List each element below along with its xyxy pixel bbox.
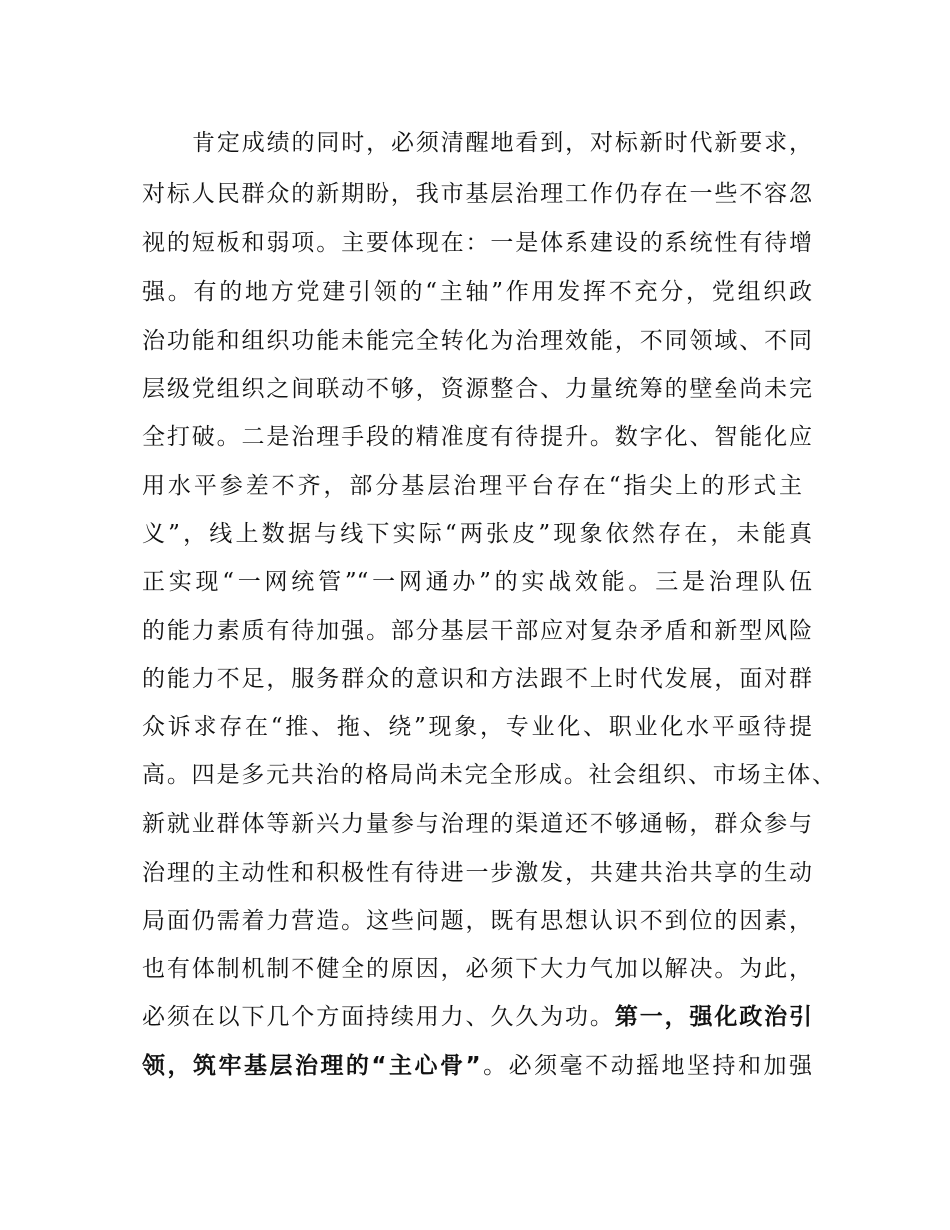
paragraph-line: 的能力不足，服务群众的意识和方法跟不上时代发展，面对群	[142, 666, 812, 692]
paragraph-line: 治理的主动性和积极性有待进一步激发，共建共治共享的生动	[142, 860, 812, 886]
paragraph-line: 用水平参差不齐，部分基层治理平台存在“指尖上的形式主	[142, 473, 802, 499]
section-heading-text: 第一，强化政治引	[614, 1004, 813, 1030]
paragraph-line: 强。有的地方党建引领的“主轴”作用发挥不充分，党组织政	[142, 279, 812, 305]
paragraph-line: 新就业群体等新兴力量参与治理的渠道还不够通畅，群众参与	[142, 811, 812, 837]
paragraph-line: 正实现“一网统管”“一网通办”的实战效能。三是治理队伍	[142, 569, 812, 595]
paragraph-line: 义”，线上数据与线下实际“两张皮”现象依然存在，未能真	[142, 521, 812, 547]
paragraph-line	[142, 1042, 812, 1090]
paragraph-line: 视的短板和弱项。主要体现在：一是体系建设的系统性有待增	[142, 230, 812, 256]
paragraph-line: 全打破。二是治理手段的精准度有待提升。数字化、智能化应	[142, 424, 812, 450]
paragraph-line: 层级党组织之间联动不够，资源整合、力量统筹的壁垒尚未完	[142, 376, 812, 402]
paragraph-line: 的能力素质有待加强。部分基层干部应对复杂矛盾和新型风险	[142, 618, 812, 644]
paragraph-text: 。必须毫不动摇地坚持和加强	[480, 1053, 813, 1079]
paragraph-line: 肯定成绩的同时，必须清醒地看到，对标新时代新要求，	[192, 130, 812, 156]
paragraph-line: 高。四是多元共治的格局尚未完全形成。社会组织、市场主体、	[142, 762, 835, 788]
paragraph-line	[142, 993, 812, 1041]
paragraph-line: 治功能和组织功能未能完全转化为治理效能，不同领域、不同	[142, 328, 812, 354]
paragraph-text: 必须在以下几个方面持续用力、久久为功。	[142, 1004, 615, 1030]
paragraph-line: 也有体制机制不健全的原因，必须下大力气加以解决。为此，	[142, 956, 812, 982]
section-heading-text: 领，筑牢基层治理的“主心骨”	[142, 1053, 481, 1079]
paragraph-line: 众诉求存在“推、拖、绕”现象，专业化、职业化水平亟待提	[142, 714, 812, 740]
paragraph-line: 局面仍需着力营造。这些问题，既有思想认识不到位的因素，	[142, 908, 812, 934]
paragraph-line: 对标人民群众的新期盼，我市基层治理工作仍存在一些不容忽	[142, 181, 812, 207]
